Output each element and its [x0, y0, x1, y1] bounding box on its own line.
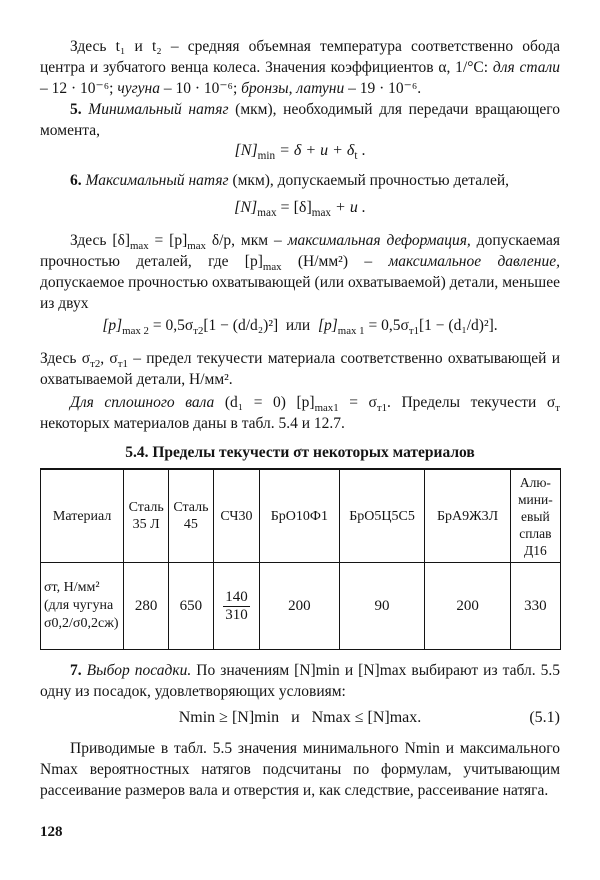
header-material: Материал	[41, 469, 124, 563]
p-left-rhs-sub: т2	[193, 325, 204, 338]
table-caption: 5.4. Пределы текучести σт некоторых материалов	[125, 444, 475, 461]
cell-sch30	[213, 563, 259, 650]
steel-label: для стали	[492, 59, 560, 76]
n-max-lhs: [N]	[234, 199, 258, 216]
n-max-end: + u .	[331, 199, 366, 216]
p-left-bracket: [1 − (d/d₂)²]	[203, 317, 279, 334]
shaft-b-sub: т1	[376, 402, 388, 415]
table-header-row	[41, 469, 561, 563]
bronze-value: – 19 · 10⁻⁶.	[344, 80, 422, 97]
cell-steel-35l: 280	[124, 563, 169, 650]
item-6-paragraph	[40, 170, 560, 191]
intro-text: Здесь t₁ и t₂ – средняя объемная температура соответственно обода центра и зубчатого венца колеса. Значения коэффициентов α, 1/°С:	[40, 38, 560, 76]
delta-b: = [p]	[148, 232, 188, 249]
item-7-number: 7.	[70, 662, 82, 679]
shaft-a-sub: max1	[314, 402, 339, 415]
header-bro10f1: БрО10Ф1	[260, 469, 340, 563]
formula-pressure	[40, 315, 560, 337]
delta-b-sub: max	[187, 240, 206, 253]
item-5-paragraph	[40, 99, 560, 141]
item-6-text: (мкм), допускаемый прочностью деталей,	[228, 172, 510, 189]
row-label-c: σ0,2/σ0,2сж)	[44, 616, 119, 631]
intro-paragraph	[40, 36, 560, 99]
item-6-title: Максимальный натяг	[85, 172, 229, 189]
row-label-b: (для чугуна	[44, 598, 114, 613]
shaft-c: . Пределы текучести σ	[387, 394, 556, 411]
header-bro5c5s5: БрО5Ц5С5	[339, 469, 425, 563]
iron-value: – 10 · 10⁻⁶;	[159, 80, 238, 97]
p-or: или	[285, 317, 311, 334]
item-6-number: 6.	[70, 172, 82, 189]
item-7-text: По значениям [N]min и [N]max выбирают из табл. 5.5 одну из посадок, удовлетворяющих условиям:	[40, 662, 560, 700]
item-7-title: Выбор посадки.	[86, 662, 192, 679]
page-number: 128	[40, 824, 63, 840]
shaft-b: = σ	[338, 394, 377, 411]
n-min-end: .	[357, 142, 366, 159]
delta-d: допускаемая прочностью деталей, где [p]	[40, 232, 561, 270]
row-label	[41, 563, 124, 650]
table-row	[41, 563, 561, 650]
header-steel-45: Сталь 45	[169, 469, 214, 563]
p-right-sub: max 1	[337, 325, 365, 338]
sigma-paragraph	[40, 348, 560, 390]
cell-bra9zh3l: 200	[425, 563, 510, 650]
p-left-sub: max 2	[122, 325, 149, 338]
delta-c-italic: максимальная деформация,	[287, 232, 471, 249]
delta-f: допускаемое прочностью охватывающей (или охватываемой) детали, меньшее из двух	[40, 274, 560, 312]
sigma-c: – предел текучести материала соответственно охватывающей и охватываемой детали, Н/мм².	[40, 350, 560, 388]
n-min-rhs-sub: t	[354, 150, 358, 163]
p-right-rhs-sub: т1	[408, 325, 420, 338]
sigma-b-sub: т1	[117, 358, 128, 371]
shaft-d: некоторых материалов даны в табл. 5.4 и 12.7.	[40, 415, 345, 432]
delta-paragraph	[40, 230, 560, 314]
n-min-rhs: = δ + u + δ	[275, 142, 355, 159]
cell-bro5c5s5: 90	[339, 563, 425, 650]
formula-n-min	[40, 140, 560, 162]
sigma-a: Здесь σ	[40, 350, 91, 367]
n-min-sub: min	[257, 150, 276, 163]
cell-steel-45: 650	[169, 563, 214, 650]
p-right: [p]	[317, 317, 338, 334]
delta-c: δ/p, мкм –	[205, 232, 288, 249]
steel-value: – 12 · 10⁻⁶;	[40, 80, 114, 97]
bronze-label: бронзы, латуни	[241, 80, 345, 97]
n-min-lhs: [N]	[234, 142, 258, 159]
header-bra9zh3l: БрА9Ж3Л	[425, 469, 510, 563]
p-right-bracket: [1 − (d₁/d)²].	[419, 317, 498, 334]
header-aluminium-d16: Алю-мини-евый сплав Д16	[510, 469, 560, 563]
shaft-italic: Для сплошного вала	[70, 394, 215, 411]
row-label-a: σт, Н/мм²	[44, 580, 100, 595]
item-5-number: 5.	[70, 101, 82, 118]
fraction-denominator: 310	[225, 606, 248, 623]
delta-d-sub: max	[262, 261, 282, 274]
n-max-mid: = [δ]	[276, 199, 312, 216]
equation-number: (5.1)	[529, 709, 560, 726]
item-5-title: Минимальный натяг	[88, 101, 229, 118]
iron-label: чугуна	[117, 80, 160, 97]
cell-aluminium-d16: 330	[510, 563, 560, 650]
shaft-c-sub: т	[555, 402, 560, 415]
p-left-rhs: = 0,5σ	[148, 317, 194, 334]
condition-formula: Nmin ≥ [N]min и Nmax ≤ [N]max.	[178, 709, 422, 726]
item-7-paragraph	[40, 660, 560, 702]
n-max-sub: max	[257, 207, 277, 220]
header-steel-35l: Сталь 35 Л	[124, 469, 169, 563]
sch30-fraction	[223, 589, 250, 624]
header-sch30: СЧ30	[213, 469, 259, 563]
formula-n-max	[40, 197, 560, 219]
shaft-paragraph	[40, 392, 560, 434]
final-paragraph: Приводимые в табл. 5.5 значения минимального Nmin и максимального Nmax вероятностных натягов подсчитаны по формулам, учитывающим рассеивание размеров вала и отверстия и, как следствие, рассеивание натяга.	[40, 740, 560, 799]
sigma-a-sub: т2	[90, 358, 101, 371]
sigma-b: , σ	[100, 350, 118, 367]
cell-bro10f1: 200	[260, 563, 340, 650]
p-left: [p]	[102, 317, 123, 334]
delta-a-sub: max	[130, 240, 149, 253]
fraction-numerator: 140	[225, 588, 248, 605]
formula-condition	[40, 707, 560, 729]
delta-e-italic: максимальное давление,	[388, 253, 560, 270]
item-5-text: (мкм), необходимый для передачи вращающего момента,	[40, 101, 560, 139]
shaft-a: (d₁ = 0) [p]	[214, 394, 315, 411]
p-right-rhs: = 0,5σ	[364, 317, 409, 334]
n-max-mid-sub: max	[311, 207, 332, 220]
materials-table	[40, 468, 561, 650]
delta-a: Здесь [δ]	[70, 232, 130, 249]
delta-e: (Н/мм²) –	[281, 253, 389, 270]
